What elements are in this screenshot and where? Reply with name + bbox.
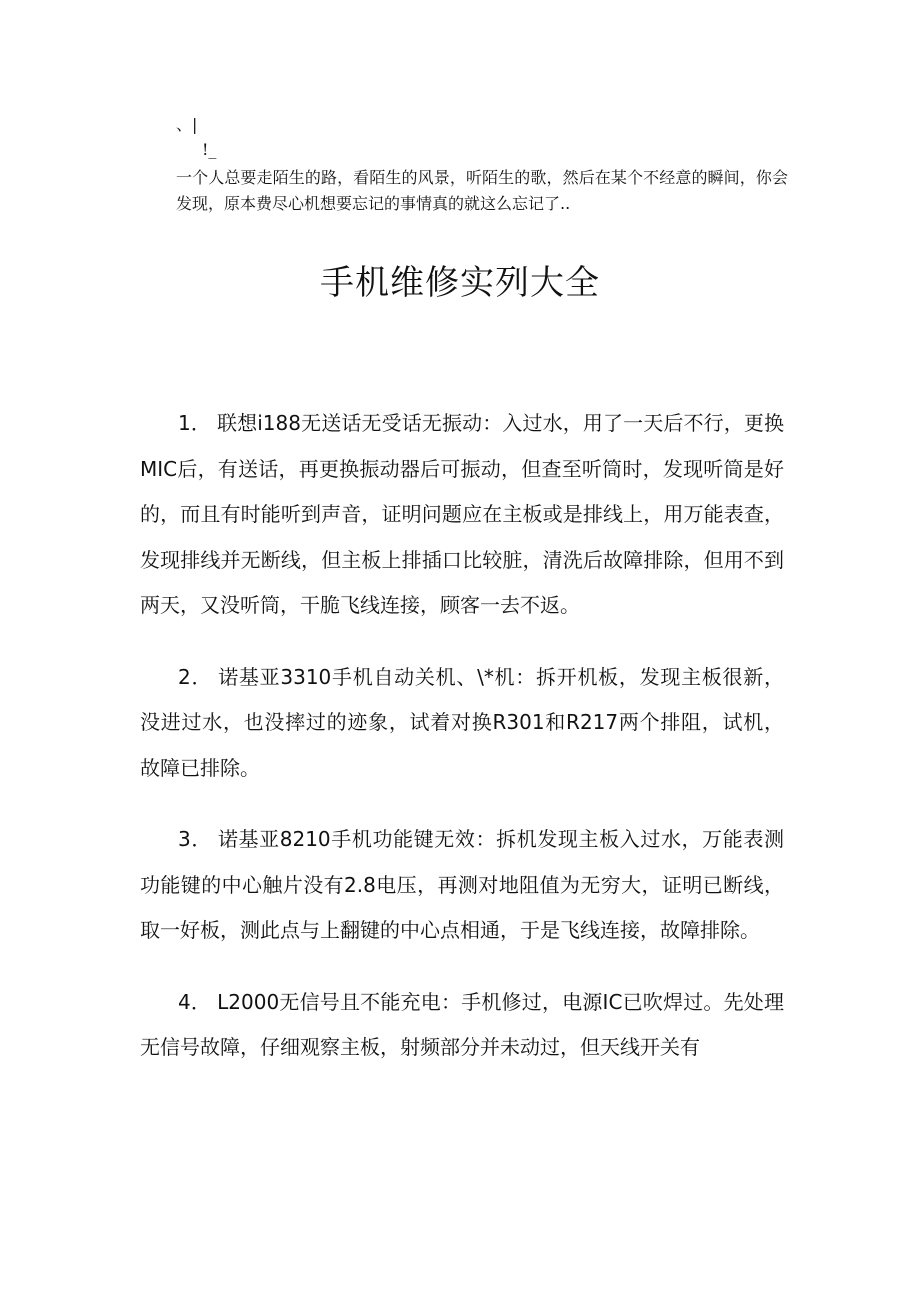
- paragraph-1: [140, 401, 784, 629]
- scan-mark-top: 、|: [176, 115, 198, 134]
- paragraph-text: 诺基亚3310手机自动关机、\*机：拆开机板，发现主板很新，没进过水，也没摔过的迹象，试着对换R301和R217两个排阻，试机，故障已排除。: [140, 664, 784, 780]
- paragraph-4: [140, 980, 784, 1071]
- paragraph-number: 3．: [178, 827, 212, 851]
- paragraph-number: 4．: [178, 989, 212, 1014]
- paragraph-number: 1．: [178, 411, 211, 435]
- paragraph-2: [140, 655, 784, 792]
- paragraph-text: 诺基亚8210手机功能键无效：拆机发现主板入过水，万能表测功能键的中心触片没有2.8电压，再测对地阻值为无穷大，证明已断线，取一好板，测此点与上翻键的中心点相通，于是飞线连接，故障排除。: [140, 827, 784, 942]
- epigraph-text: 一个人总要走陌生的路，看陌生的风景，听陌生的歌，然后在某个不经意的瞬间，你会发现，原本费尽心机想要忘记的事情真的就这么忘记了..: [176, 168, 788, 213]
- paragraph-text: L2000无信号且不能充电：手机修过，电源IC已吹焊过。先处理无信号故障，仔细观察主板，射频部分并未动过，但天线开关有: [140, 989, 784, 1059]
- document-body: [140, 401, 784, 1097]
- scan-mark-second: !_: [202, 140, 217, 159]
- paragraph-number: 2．: [178, 664, 213, 689]
- paragraph-text: 联想i188无送话无受话无振动：入过水，用了一天后不行，更换MIC后，有送话，再更换振动器后可振动，但查至听筒时，发现听筒是好的，而且有时能听到声音，证明问题应在主板或是排线上，用万能表查，发现排线并无断线，但主板上排插口比较脏，清洗后故障排除，但用不到两天，又没听筒，干脆飞线连接，顾客一去不返。: [140, 411, 784, 617]
- paragraph-3: [140, 817, 784, 954]
- document-title: 手机维修实列大全: [320, 263, 600, 303]
